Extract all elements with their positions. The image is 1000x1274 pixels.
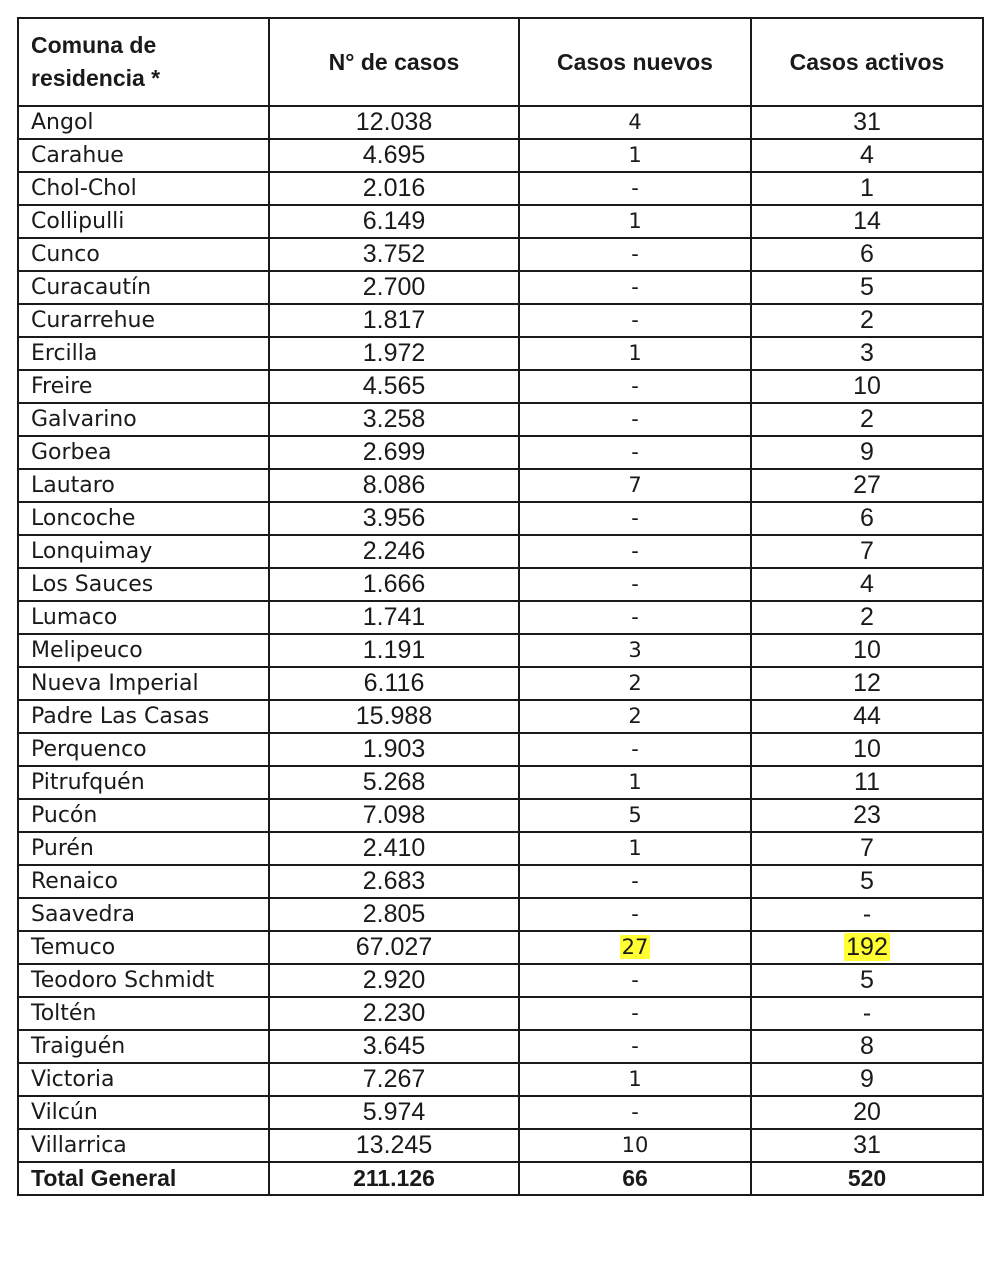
header-comuna — [18, 18, 269, 106]
table-row — [18, 799, 983, 832]
cell-activos: 23 — [751, 799, 983, 832]
cell-casos: 1.191 — [269, 634, 519, 667]
cell-comuna: Pucón — [18, 799, 269, 832]
total-activos: 520 — [751, 1162, 983, 1195]
cell-activos: 7 — [751, 535, 983, 568]
cell-activos: - — [751, 898, 983, 931]
cell-nuevos: 1 — [519, 1063, 751, 1096]
cell-activos — [751, 931, 983, 964]
cell-casos: 5.268 — [269, 766, 519, 799]
header-activos: Casos activos — [751, 18, 983, 106]
table-row — [18, 271, 983, 304]
cell-casos: 3.752 — [269, 238, 519, 271]
cell-nuevos: 4 — [519, 106, 751, 139]
table-row — [18, 469, 983, 502]
cell-comuna: Victoria — [18, 1063, 269, 1096]
cell-nuevos: 2 — [519, 700, 751, 733]
cell-comuna: Lumaco — [18, 601, 269, 634]
cell-activos: 10 — [751, 370, 983, 403]
cell-comuna: Toltén — [18, 997, 269, 1030]
cell-activos: 10 — [751, 634, 983, 667]
cell-comuna: Carahue — [18, 139, 269, 172]
cell-activos: 2 — [751, 304, 983, 337]
table-row — [18, 139, 983, 172]
cell-activos: 11 — [751, 766, 983, 799]
highlighted-value: 27 — [621, 935, 649, 959]
table-row — [18, 172, 983, 205]
cell-nuevos: - — [519, 436, 751, 469]
covid-cases-table — [17, 17, 984, 1196]
cell-casos: 5.974 — [269, 1096, 519, 1129]
cell-activos: 31 — [751, 1129, 983, 1162]
cell-nuevos: - — [519, 172, 751, 205]
cell-nuevos: 1 — [519, 832, 751, 865]
cell-activos: 6 — [751, 238, 983, 271]
cell-nuevos: 3 — [519, 634, 751, 667]
header-comuna-line1: Comuna de — [31, 31, 157, 58]
table-row — [18, 403, 983, 436]
cell-casos: 67.027 — [269, 931, 519, 964]
table-row — [18, 634, 983, 667]
cell-casos: 4.565 — [269, 370, 519, 403]
cell-comuna: Purén — [18, 832, 269, 865]
cell-activos: 9 — [751, 436, 983, 469]
cell-casos: 2.016 — [269, 172, 519, 205]
cell-nuevos: 10 — [519, 1129, 751, 1162]
cell-casos: 2.805 — [269, 898, 519, 931]
table-row — [18, 766, 983, 799]
total-label: Total General — [18, 1162, 269, 1195]
cell-casos: 4.695 — [269, 139, 519, 172]
cell-activos: 12 — [751, 667, 983, 700]
cell-casos: 2.920 — [269, 964, 519, 997]
cell-casos: 2.230 — [269, 997, 519, 1030]
cell-activos: 2 — [751, 601, 983, 634]
cell-comuna: Nueva Imperial — [18, 667, 269, 700]
table-row — [18, 502, 983, 535]
cell-activos: 1 — [751, 172, 983, 205]
cell-activos: - — [751, 997, 983, 1030]
table-row — [18, 601, 983, 634]
cell-comuna: Galvarino — [18, 403, 269, 436]
cell-activos: 2 — [751, 403, 983, 436]
table-row — [18, 733, 983, 766]
total-casos: 211.126 — [269, 1162, 519, 1195]
cell-comuna: Saavedra — [18, 898, 269, 931]
table-row — [18, 700, 983, 733]
highlighted-value: 192 — [846, 933, 888, 961]
cell-nuevos: - — [519, 964, 751, 997]
table-row — [18, 1096, 983, 1129]
cell-nuevos: 1 — [519, 766, 751, 799]
cell-nuevos: - — [519, 535, 751, 568]
cell-activos: 27 — [751, 469, 983, 502]
cell-casos: 2.699 — [269, 436, 519, 469]
cell-comuna: Loncoche — [18, 502, 269, 535]
cell-comuna: Cunco — [18, 238, 269, 271]
cell-nuevos — [519, 931, 751, 964]
cell-activos: 14 — [751, 205, 983, 238]
table-row — [18, 205, 983, 238]
table-row — [18, 1063, 983, 1096]
cell-casos: 3.956 — [269, 502, 519, 535]
cell-comuna: Melipeuco — [18, 634, 269, 667]
table-body — [18, 106, 983, 1162]
cell-activos: 8 — [751, 1030, 983, 1063]
table-header — [18, 18, 983, 106]
cell-casos: 13.245 — [269, 1129, 519, 1162]
cell-activos: 5 — [751, 271, 983, 304]
cell-casos: 7.267 — [269, 1063, 519, 1096]
cell-nuevos: - — [519, 1030, 751, 1063]
cell-comuna: Gorbea — [18, 436, 269, 469]
cell-activos: 4 — [751, 568, 983, 601]
cell-activos: 10 — [751, 733, 983, 766]
cell-nuevos: - — [519, 997, 751, 1030]
table-row — [18, 304, 983, 337]
cell-nuevos: 1 — [519, 337, 751, 370]
table-row — [18, 106, 983, 139]
cell-casos: 7.098 — [269, 799, 519, 832]
cell-casos: 2.683 — [269, 865, 519, 898]
cell-activos: 44 — [751, 700, 983, 733]
cell-activos: 6 — [751, 502, 983, 535]
table-row — [18, 667, 983, 700]
cell-comuna: Curacautín — [18, 271, 269, 304]
cell-casos: 2.410 — [269, 832, 519, 865]
cell-nuevos: - — [519, 601, 751, 634]
table-row — [18, 964, 983, 997]
cell-comuna: Freire — [18, 370, 269, 403]
header-nuevos: Casos nuevos — [519, 18, 751, 106]
table-row — [18, 997, 983, 1030]
cell-nuevos: - — [519, 865, 751, 898]
cell-casos: 1.666 — [269, 568, 519, 601]
cell-activos: 4 — [751, 139, 983, 172]
table-row — [18, 535, 983, 568]
cell-nuevos: - — [519, 502, 751, 535]
table-row — [18, 865, 983, 898]
cell-activos: 5 — [751, 964, 983, 997]
cell-nuevos: - — [519, 238, 751, 271]
cell-casos: 6.116 — [269, 667, 519, 700]
cell-nuevos: - — [519, 898, 751, 931]
cell-casos: 8.086 — [269, 469, 519, 502]
cell-casos: 2.700 — [269, 271, 519, 304]
cell-nuevos: 2 — [519, 667, 751, 700]
table-row — [18, 436, 983, 469]
total-nuevos: 66 — [519, 1162, 751, 1195]
cell-nuevos: - — [519, 733, 751, 766]
table-row — [18, 568, 983, 601]
cell-comuna: Collipulli — [18, 205, 269, 238]
cell-casos: 6.149 — [269, 205, 519, 238]
table-row — [18, 832, 983, 865]
table-row — [18, 931, 983, 964]
cell-nuevos: - — [519, 271, 751, 304]
cell-activos: 7 — [751, 832, 983, 865]
cell-comuna: Padre Las Casas — [18, 700, 269, 733]
cell-nuevos: 7 — [519, 469, 751, 502]
cell-comuna: Ercilla — [18, 337, 269, 370]
cell-nuevos: - — [519, 370, 751, 403]
cell-nuevos: - — [519, 1096, 751, 1129]
cell-nuevos: - — [519, 304, 751, 337]
table-row — [18, 1129, 983, 1162]
cell-activos: 5 — [751, 865, 983, 898]
cell-comuna: Curarrehue — [18, 304, 269, 337]
cell-comuna: Teodoro Schmidt — [18, 964, 269, 997]
cell-comuna: Angol — [18, 106, 269, 139]
cell-nuevos: 1 — [519, 139, 751, 172]
cell-casos: 2.246 — [269, 535, 519, 568]
cell-comuna: Lonquimay — [18, 535, 269, 568]
cell-comuna: Lautaro — [18, 469, 269, 502]
cell-nuevos: 5 — [519, 799, 751, 832]
table-row — [18, 370, 983, 403]
table-row — [18, 337, 983, 370]
table-footer — [18, 1162, 983, 1195]
header-comuna-line2: residencia * — [31, 65, 161, 91]
cell-comuna: Traiguén — [18, 1030, 269, 1063]
cell-nuevos: 1 — [519, 205, 751, 238]
cell-activos: 9 — [751, 1063, 983, 1096]
cell-casos: 3.645 — [269, 1030, 519, 1063]
cell-comuna: Villarrica — [18, 1129, 269, 1162]
cell-comuna: Los Sauces — [18, 568, 269, 601]
table-row — [18, 898, 983, 931]
cell-casos: 1.903 — [269, 733, 519, 766]
cell-casos: 3.258 — [269, 403, 519, 436]
cell-comuna: Pitrufquén — [18, 766, 269, 799]
cell-comuna: Chol-Chol — [18, 172, 269, 205]
total-row — [18, 1162, 983, 1195]
table-row — [18, 238, 983, 271]
cell-comuna: Renaico — [18, 865, 269, 898]
cell-casos: 1.972 — [269, 337, 519, 370]
cell-casos: 1.741 — [269, 601, 519, 634]
cell-nuevos: - — [519, 403, 751, 436]
cell-activos: 31 — [751, 106, 983, 139]
cell-comuna: Temuco — [18, 931, 269, 964]
cell-casos: 15.988 — [269, 700, 519, 733]
cell-nuevos: - — [519, 568, 751, 601]
cell-comuna: Perquenco — [18, 733, 269, 766]
header-casos: N° de casos — [269, 18, 519, 106]
table-row — [18, 1030, 983, 1063]
header-row — [18, 18, 983, 106]
cell-comuna: Vilcún — [18, 1096, 269, 1129]
cell-casos: 12.038 — [269, 106, 519, 139]
cell-casos: 1.817 — [269, 304, 519, 337]
cell-activos: 20 — [751, 1096, 983, 1129]
cell-activos: 3 — [751, 337, 983, 370]
